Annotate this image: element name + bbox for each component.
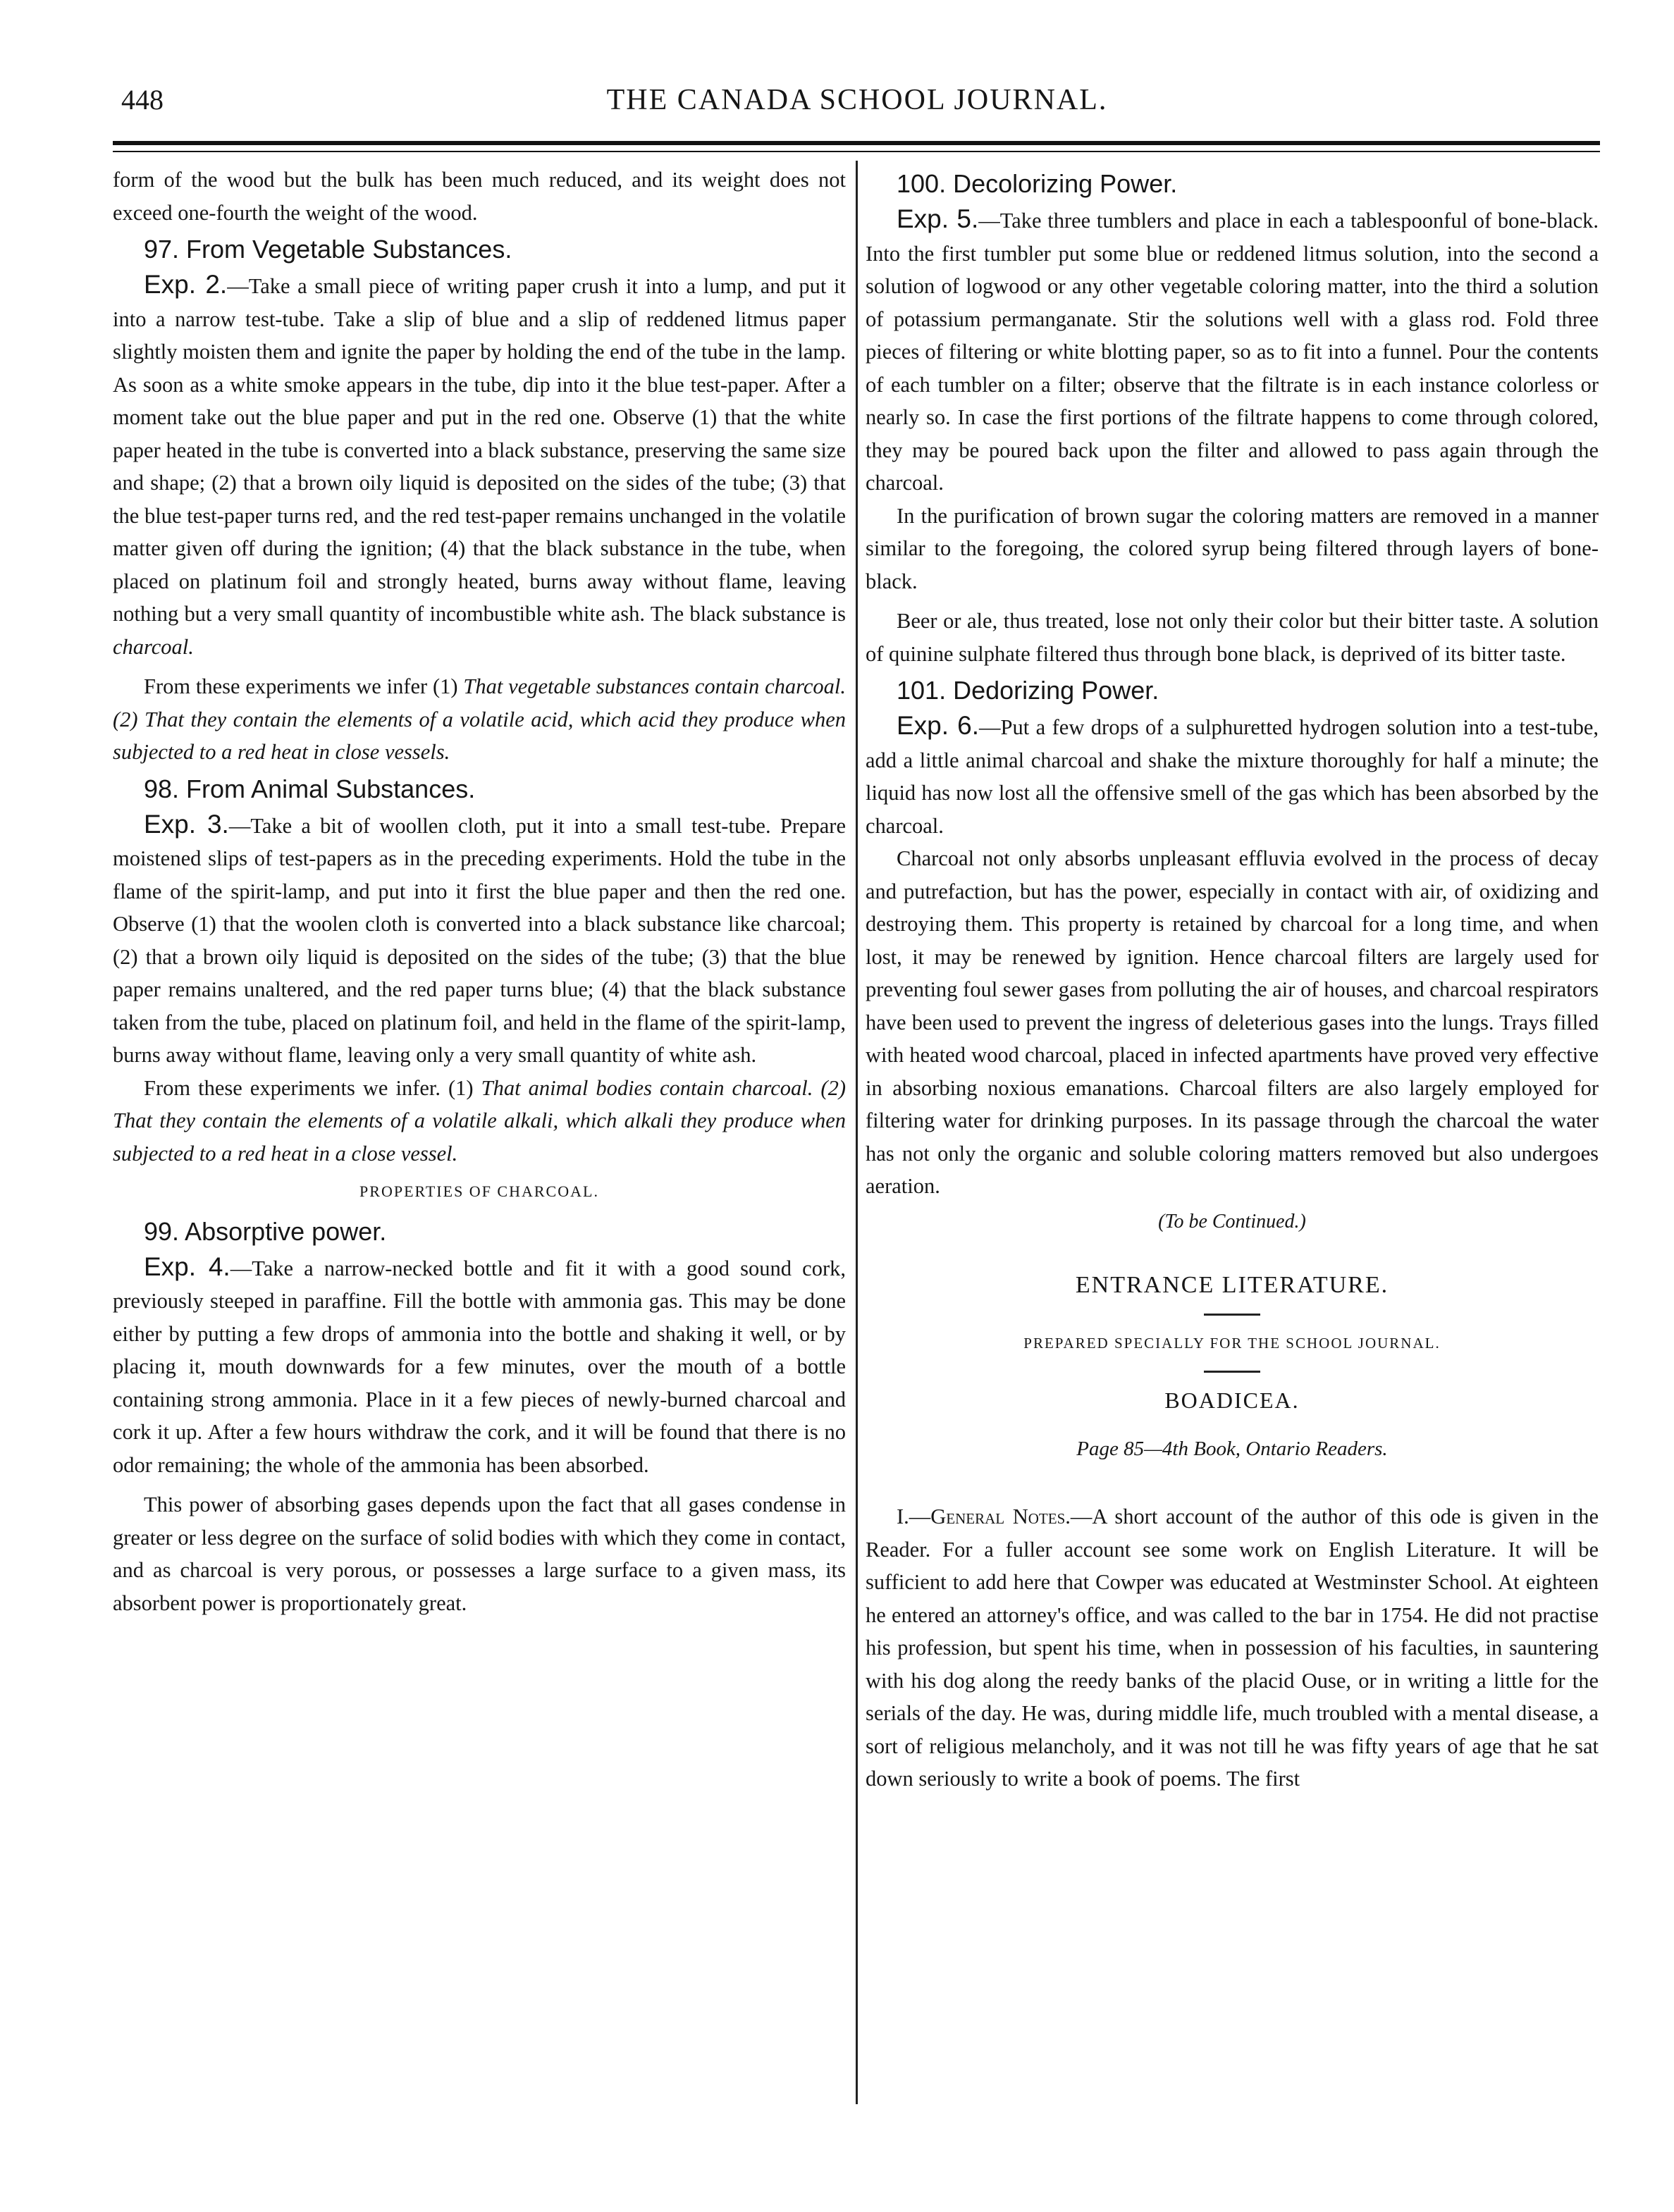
section-97-heading: 97. From Vegetable Substances. [144,235,512,264]
short-rule-1 [1204,1314,1260,1316]
section-100-heading: 100. Decolorizing Power. [897,169,1178,198]
exp4-label: Exp. 4. [144,1252,230,1281]
page-reference: Page 85—4th Book, Ontario Readers. [1076,1437,1388,1460]
exp3-label: Exp. 3. [144,809,229,839]
properties-heading: PROPERTIES OF CHARCOAL. [359,1182,599,1200]
exp2-end: charcoal. [113,634,194,659]
column-divider [856,161,858,2104]
beer-paragraph: Beer or ale, thus treated, lose not only their color but their bitter taste. A solution of quinine sulphate filtered thus through bone black, is deprived of its bitter taste. [866,609,1599,666]
page-header [121,83,1593,132]
journal-title: THE CANADA SCHOOL JOURNAL. [606,84,1108,116]
page-number: 448 [121,84,164,116]
section-99-heading: 99. Absorptive power. [144,1216,387,1246]
exp2-label: Exp. 2. [144,270,228,299]
inference-1-text: That vegetable substances contain charcoal. (2) That they contain the elements of a volatile acid, which acid they produce when subjected to a red heat in close vessels. [113,674,846,764]
exp6-text: —Put a few drops of a sulphuretted hydrogen solution into a test-tube, add a little animal charcoal and shake the mixture thoroughly for half a minute; the liquid has now lost all the offensive smell of the gas which has been absorbed by the charcoal. [866,715,1599,838]
exp5-label: Exp. 5. [897,204,979,233]
exp4-text: —Take a narrow-necked bottle and fit it with a good sound cork, previously steeped in paraffine. Fill the bottle with ammonia gas. This may be done either by putting a few drops of ammonia into the bottle and shaking it well, or by placing it, mouth downwards for a few minutes, over the mouth of a bottle containing strong ammonia. Place in it a few pieces of newly-burned charcoal and cork it up. After a few hours withdraw the cork, and it will be found that there is no odor remaining; the whole of the ammonia has been absorbed. [113,1256,846,1477]
opening-paragraph: form of the wood but the bulk has been much reduced, and its weight does not exceed one-fourth the weight of the wood. [113,168,846,225]
sugar-paragraph: In the purification of brown sugar the coloring matters are removed in a manner similar to the foregoing, the colored syrup being filtered through layers of bone-black. [866,503,1599,593]
inference-2-text: That animal bodies contain charcoal. (2) That they contain the elements of a volatile alkali, which alkali they produce when subjected to a red heat in a close vessel. [113,1075,846,1166]
general-notes-paragraph [866,1500,1599,1796]
short-rule-2 [1204,1371,1260,1373]
exp5-paragraph [866,203,1599,500]
exp6-label: Exp. 6. [897,711,979,740]
entrance-literature-heading: ENTRANCE LITERATURE. [1075,1272,1389,1298]
inference-1-intro: From these experiments we infer (1) [144,674,464,698]
section-98-heading: 98. From Animal Substances. [144,774,476,803]
header-rule-thin [113,151,1600,152]
exp6-paragraph [866,710,1599,842]
inference-1 [113,670,846,769]
general-notes-label: I.—General Notes. [897,1504,1071,1528]
header-rule-thick [113,141,1600,145]
prepared-line: PREPARED SPECIALLY FOR THE SCHOOL JOURNAL. [1023,1334,1441,1352]
inference-2 [113,1072,846,1170]
charcoal-paragraph: Charcoal not only absorbs unpleasant effluvia evolved in the process of decay and putrefaction, but has the power, especially in contact with air, of oxidizing and destroying them. This property is retained by charcoal for a long time, and when lost, it may be renewed by ignition. Hence charcoal filters are largely used for preventing foul sewer gases from polluting the air of houses, and charcoal respirators have been used to prevent the ingress of deleterious gases into the lungs. Trays filled with heated wood charcoal, placed in infected apartments have proved very effective in absorbing noxious emanations. Charcoal filters are also largely employed for filtering water for drinking purposes. In its passage through the charcoal the water has not only the organic and soluble coloring matters removed but also undergoes aeration. [866,846,1599,1198]
general-notes-text: —A short account of the author of this ode is given in the Reader. For a fuller account see some work on English Literature. It will be sufficient to add here that Cowper was educated at Westminster School. At eighteen he entered an attorney's office, and was called to the bar in 1754. He did not practise his profession, but spent his time, when in possession of his faculties, in sauntering with his dog along the reedy banks of the placid Ouse, or in writing a little for the serials of the day. He was, during middle life, much troubled with a mental disease, a sort of religious melancholy, and it was not till he was fifty years of age that he sat down seriously to write a book of poems. The first [866,1504,1599,1791]
left-column [113,163,846,1619]
exp3-text: —Take a bit of woollen cloth, put it into a small test-tube. Prepare moistened slips of test-papers as in the preceding experiments. Hold the tube in the flame of the spirit-lamp, and put into it first the blue paper and then the red one. Observe (1) that the woolen cloth is converted into a black substance like charcoal; (2) that a brown oily liquid is deposited on the sides of the tube; (3) that the blue paper remains unaltered, and the red paper turns blue; (4) that the black substance taken from the tube, placed on platinum foil, and held in the flame of the spirit-lamp, burns away without flame, leaving only a very small quantity of white ash. [113,813,846,1067]
exp4-paragraph [113,1251,846,1482]
to-be-continued: (To be Continued.) [1158,1210,1306,1232]
absorb-paragraph: This power of absorbing gases depends upon the fact that all gases condense in greater or less degree on the surface of solid bodies with which they come in contact, and as charcoal is very porous, or possesses a large surface to a given mass, its absorbent power is proportionately great. [113,1493,846,1615]
inference-2-intro: From these experiments we infer. (1) [144,1075,481,1100]
right-column [866,163,1599,1796]
poem-title: BOADICEA. [1164,1388,1300,1413]
exp5-text: —Take three tumblers and place in each a tablespoonful of bone-black. Into the first tumbler put some blue or reddened litmus solution, into the second a solution of logwood or any other vegetable coloring matter, into the third a solution of potassium permanganate. Stir the solutions well with a glass rod. Fold three pieces of filtering or white blotting paper, so as to fit into a funnel. Pour the contents of each tumbler on a filter; observe that the filtrate is in each instance colorless or nearly so. In case the first portions of the filtrate happens to come through colored, they may be poured back upon the filter and allowed to pass again through the charcoal. [866,209,1599,495]
exp2-paragraph [113,268,846,663]
exp2-text: —Take a small piece of writing paper crush it into a lump, and put it into a narrow test-tube. Take a slip of blue and a slip of reddened litmus paper slightly moisten them and ignite the paper by holding the end of the tube in the lamp. As soon as a white smoke appears in the tube, dip into it the blue test-paper. After a moment take out the blue paper and put in the red one. Observe (1) that the white paper heated in the tube is converted into a black substance, preserving the same size and shape; (2) that a brown oily liquid is deposited on the sides of the tube; (3) that the blue test-paper turns red, and the red test-paper remains unchanged in the volatile matter given off during the ignition; (4) that the black substance in the tube, when placed on platinum foil and strongly heated, burns away without flame, leaving nothing but a very small quantity of incombustible white ash. The black substance is [113,274,846,626]
section-101-heading: 101. Dedorizing Power. [897,676,1159,705]
exp3-paragraph [113,808,846,1072]
